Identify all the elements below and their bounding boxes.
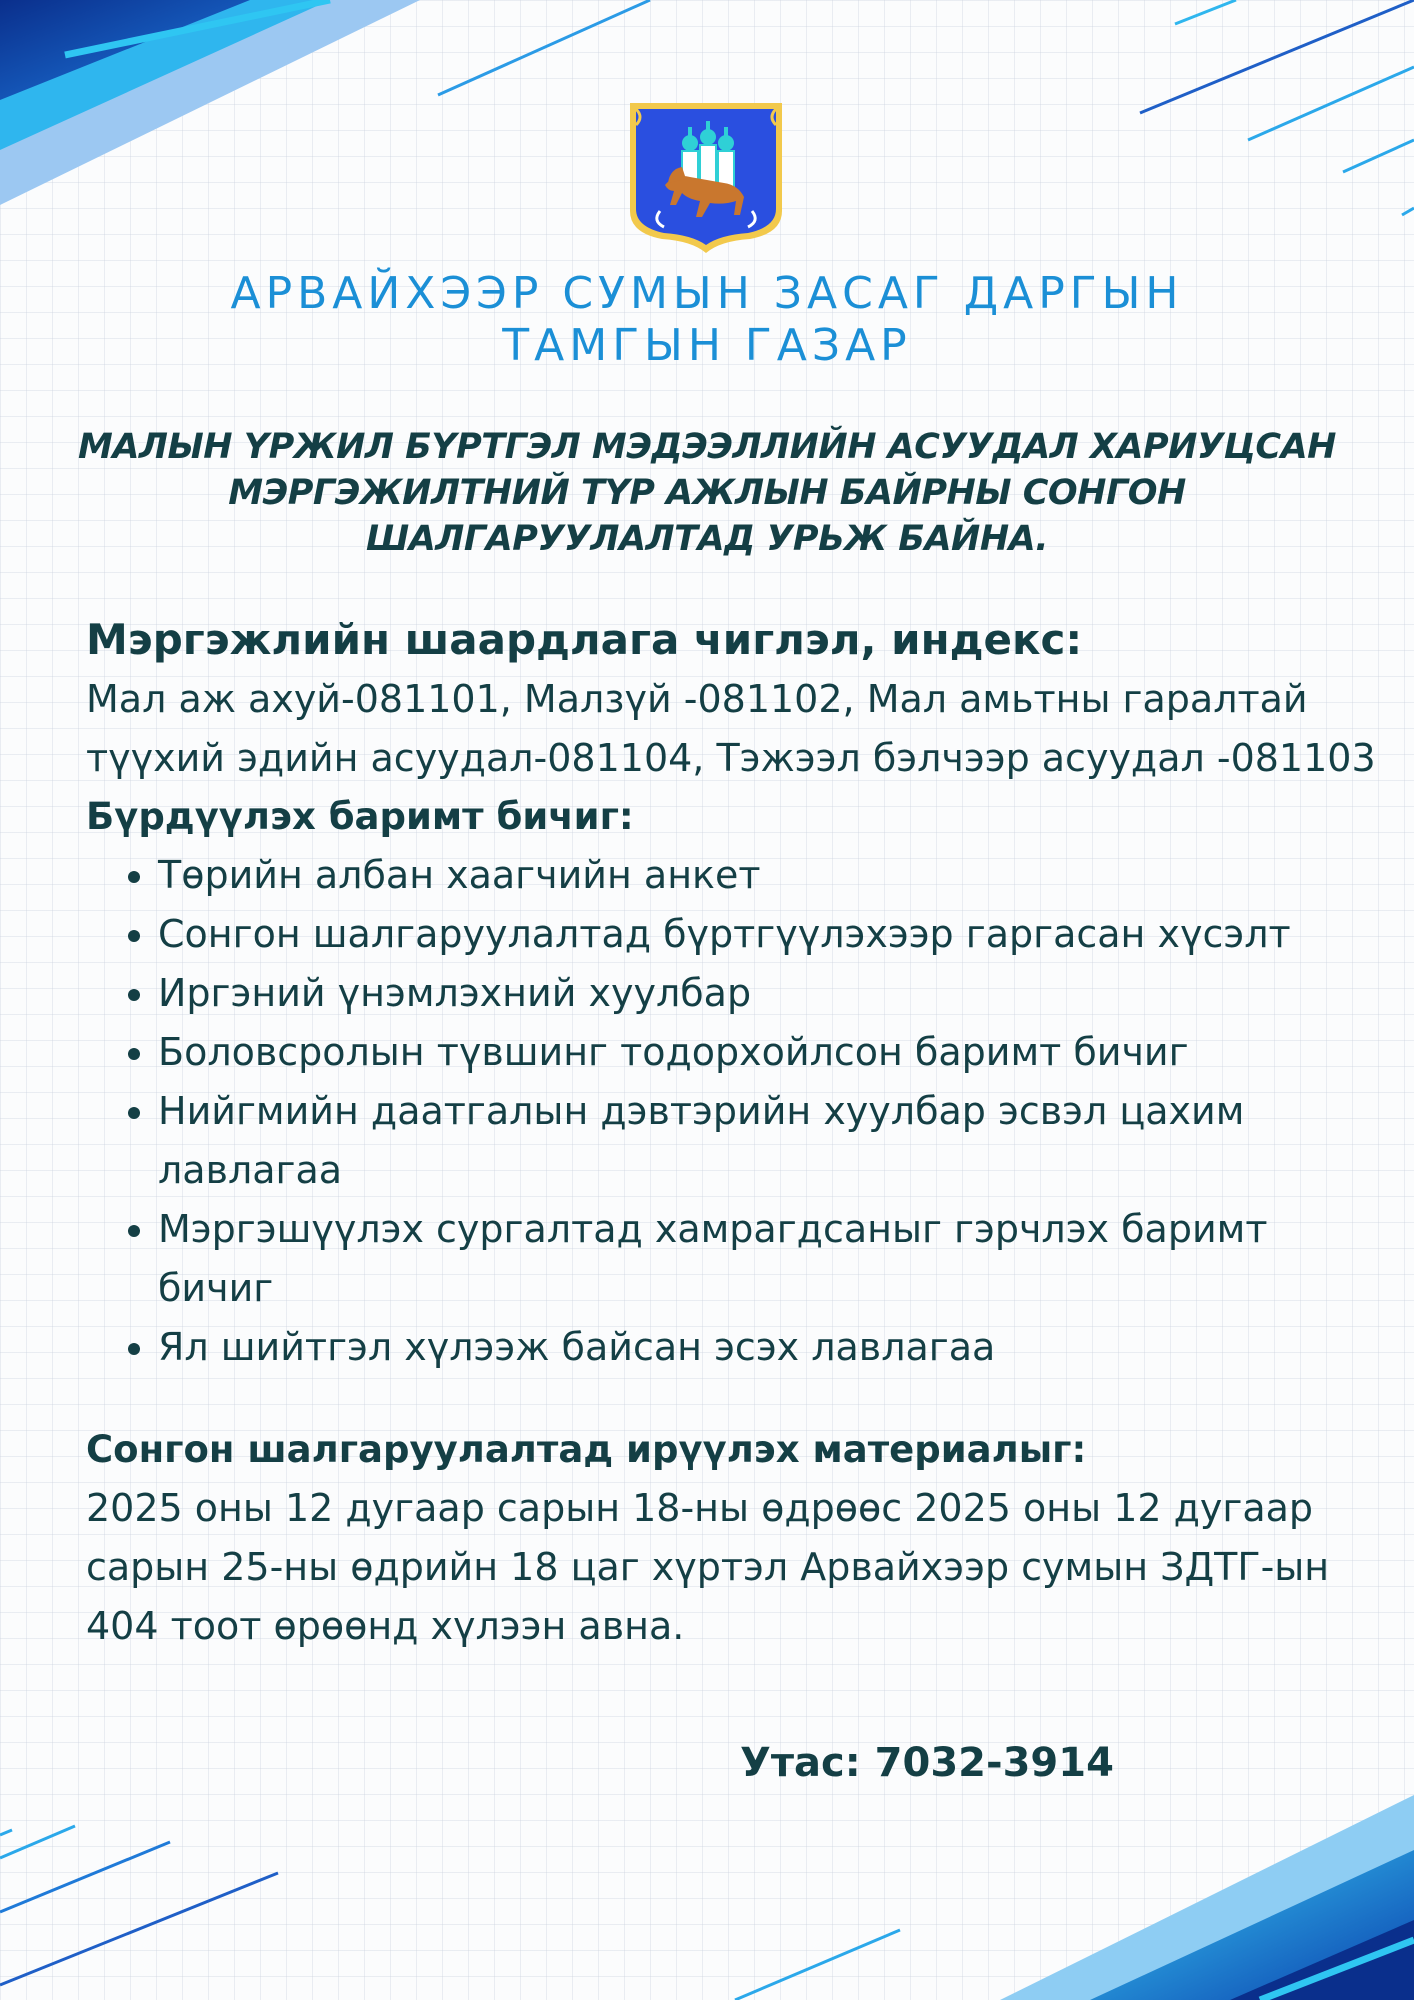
list-item: • Боловсролын түвшинг тодорхойлсон баримт бичиг xyxy=(158,1023,1376,1082)
list-item: • Иргэний үнэмлэхний хуулбар xyxy=(158,964,1376,1023)
requirements-text: Мал аж ахуй-081101, Малзүй -081102, Мал амьтны гаралтай түүхий эдийн асуудал-081104, Тэжээл бэлчээр асуудал -081103 xyxy=(86,677,1376,780)
requirements-heading: Мэргэжлийн шаардлага чиглэл, индекс: xyxy=(86,615,1083,664)
announcement-headline xyxy=(70,424,1344,562)
list-item: • Төрийн албан хаагчийн анкет xyxy=(158,846,1376,905)
organization-title xyxy=(0,268,1414,372)
soum-emblem-icon xyxy=(620,93,792,255)
headline-line-2: МЭРГЭЖИЛТНИЙ ТҮР АЖЛЫН БАЙРНЫ СОНГОН xyxy=(228,473,1186,513)
contact-phone: Утас: 7032-3914 xyxy=(740,1740,1114,1786)
announcement-body xyxy=(86,610,1376,1656)
list-item: • Ял шийтгэл хүлээж байсан эсэх лавлагаа xyxy=(158,1318,1376,1377)
headline-line-1: МАЛЫН ҮРЖИЛ БҮРТГЭЛ МЭДЭЭЛЛИЙН АСУУДАЛ ХАРИУЦСАН xyxy=(78,427,1336,467)
organization-title-line-1: АРВАЙХЭЭР СУМЫН ЗАСАГ ДАРГЫН xyxy=(230,268,1184,319)
list-item: • Мэргэшүүлэх сургалтад хамрагдсаныг гэрчлэх баримт бичиг xyxy=(158,1200,1376,1318)
list-item: • Нийгмийн даатгалын дэвтэрийн хуулбар эсвэл цахим лавлагаа xyxy=(158,1082,1376,1200)
list-item: • Сонгон шалгаруулалтад бүртгүүлэхээр гаргасан хүсэлт xyxy=(158,905,1376,964)
headline-line-3: ШАЛГАРУУЛАЛТАД УРЬЖ БАЙНА. xyxy=(365,519,1049,559)
submission-heading: Сонгон шалгаруулалтад ирүүлэх материалыг: xyxy=(86,1428,1087,1471)
documents-list xyxy=(86,846,1376,1377)
submission-text: 2025 оны 12 дугаар сарын 18-ны өдрөөс 2025 оны 12 дугаар сарын 25-ны өдрийн 18 цаг хүртэл Арвайхээр сумын ЗДТГ-ын 404 тоот өрөөнд хүлээн авна. xyxy=(86,1486,1330,1648)
organization-title-line-2: ТАМГЫН ГАЗАР xyxy=(502,320,912,371)
documents-heading: Бүрдүүлэх баримт бичиг: xyxy=(86,795,634,838)
